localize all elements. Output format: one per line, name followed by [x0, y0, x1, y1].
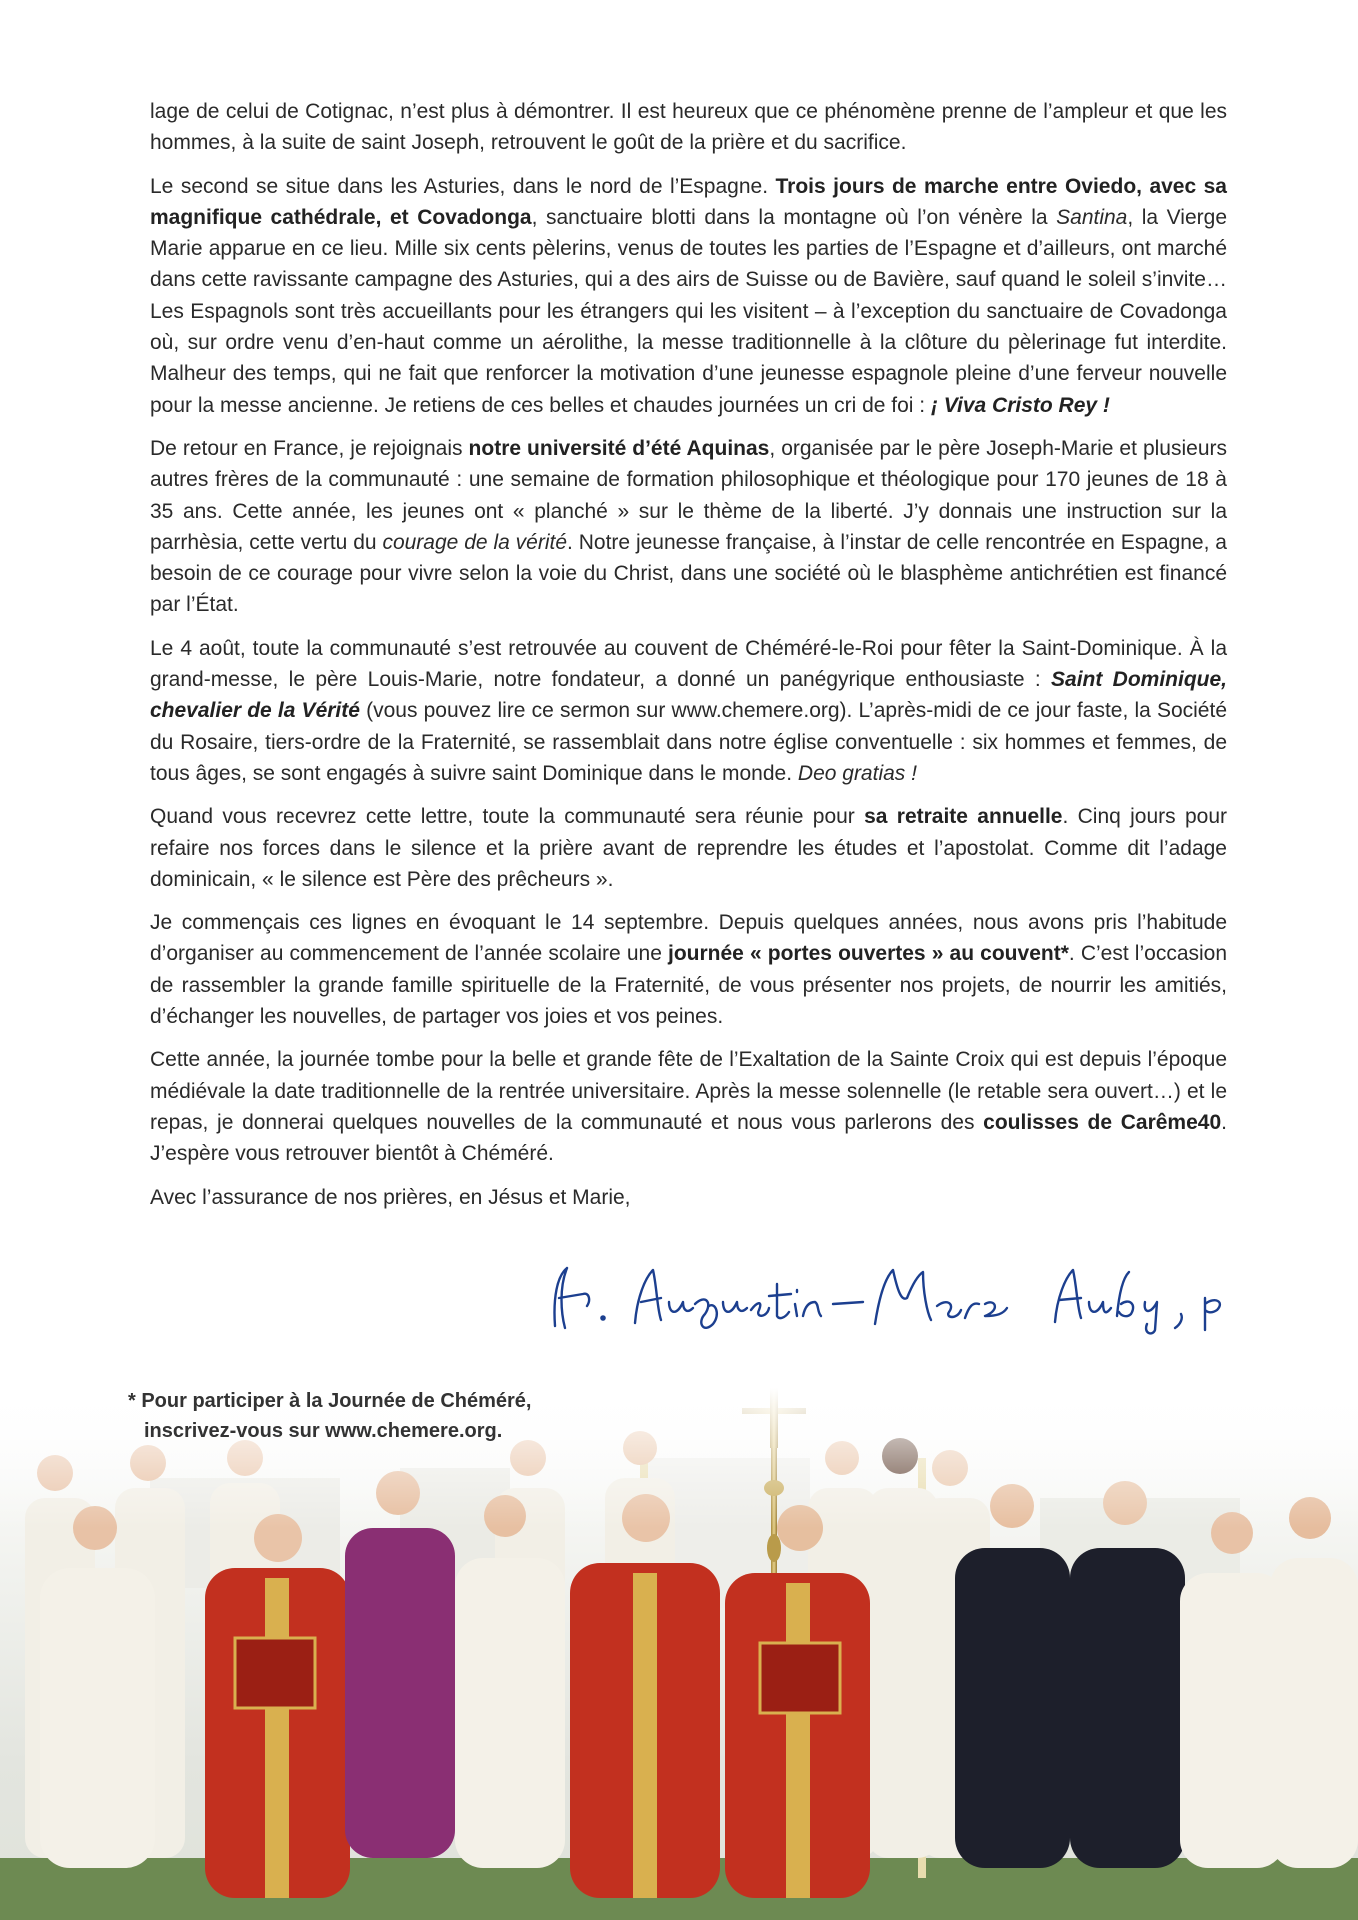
closing-line: Avec l’assurance de nos prières, en Jésus et Marie,: [150, 1185, 631, 1209]
emphasis-text: journée « portes ouvertes » au couvent*: [668, 942, 1069, 966]
text-segment: Quand vous recevrez cette lettre, toute la communauté sera réunie pour: [150, 805, 865, 829]
paragraph: [150, 96, 1227, 159]
emphasis-text: Deo gratias !: [797, 761, 917, 785]
paragraph: [150, 633, 1227, 789]
text-segment: De retour en France, je rejoignais: [150, 436, 469, 460]
footnote-line-1: * Pour participer à la Journée de Chéméré,: [128, 1390, 532, 1412]
text-segment: (vous pouvez lire ce sermon sur www.chemere.org). L’après-midi de ce jour faste, la Société du Rosaire, tiers-ordre de la Fraternité, se rassemblait dans notre église conventuelle : six hommes et femmes, de tous âges, se sont engagés à suivre saint Dominique dans le monde.: [150, 699, 1227, 785]
paragraph: [150, 1044, 1227, 1169]
handwritten-signature: [545, 1258, 1245, 1338]
text-segment: lage de celui de Cotignac, n’est plus à démontrer. Il est heureux que ce phénomène prenne de l’ampleur et que les hommes, à la suite de saint Joseph, retrouvent le goût de la prière et du sacrifice.: [150, 100, 1227, 155]
emphasis-text: notre université d’été Aquinas: [468, 436, 770, 460]
footnote: [128, 1386, 588, 1446]
letter-body: [150, 96, 1227, 1225]
text-segment: . Notre jeunesse française, à l’instar de celle rencontrée en Espagne, a besoin de ce courage pour vivre selon la voie du Christ, dans une société où le blasphème antichrétien est financé par l’État.: [150, 530, 1227, 617]
community-group-photo: [0, 1388, 1358, 1920]
text-segment: Le second se situe dans les Asturies, dans le nord de l’Espagne.: [150, 174, 776, 198]
text-segment: , sanctuaire blotti dans la montagne où l’on vénère la: [531, 205, 1057, 229]
footnote-line-2: inscrivez-vous sur www.chemere.org.: [144, 1420, 503, 1442]
emphasis-text: Saint Dominique, chevalier de la Vérité: [150, 668, 1227, 723]
text-segment: , la Vierge Marie apparue en ce lieu. Mille six cents pèlerins, venus de toutes les parties de l’Espagne et d’ailleurs, ont marché dans cette ravissante campagne des Asturies, qui a des airs de Suisse ou de Bavière, sauf quand le soleil s’invite… Les Espagnols sont très accueillants pour les étrangers qui les visitent – à l’exception du sanctuaire de Covadonga où, sur ordre venu d’en-haut comme un aérolithe, la messe traditionnelle à la clôture du pèlerinage fut interdite. Malheur des temps, qui ne fait que renforcer la motivation d’une jeunesse espagnole pleine d’une ferveur nouvelle pour la messe ancienne. Je retiens de ces belles et chaudes journées un cri de foi :: [150, 205, 1227, 417]
emphasis-text: courage de la vérité: [382, 530, 568, 554]
text-segment: Le 4 août, toute la communauté s’est retrouvée au couvent de Chéméré-le-Roi pour fêter la Saint-Dominique. À la grand-messe, le père Louis-Marie, notre fondateur, a donné un panégyrique enthousiaste :: [150, 636, 1227, 692]
text-segment: . Cinq jours pour refaire nos forces dans le silence et la prière avant de reprendre les études et l’apostolat. Comme dit l’adage dominicain, « le silence est Père des prêcheurs ».: [150, 805, 1227, 891]
emphasis-text: Trois jours de marche entre Oviedo, avec sa magnifique cathédrale, et Covadonga: [150, 174, 1227, 229]
text-segment: . J’espère vous retrouver bientôt à Chéméré.: [150, 1110, 1227, 1166]
emphasis-text: sa retraite annuelle: [864, 805, 1063, 829]
text-segment: . C’est l’occasion de rassembler la grande famille spirituelle de la Fraternité, de vous présenter nos projets, de nourrir les amitiés, d’échanger les nouvelles, de partager vos joies et vos peines.: [150, 942, 1228, 1029]
paragraph: [150, 801, 1227, 895]
letter-paragraphs: [150, 96, 1227, 1170]
text-segment: Cette année, la journée tombe pour la belle et grande fête de l’Exaltation de la Sainte Croix qui est depuis l’époque médiévale la date traditionnelle de la rentrée universitaire. Après la messe solennelle (le retable sera ouvert…) et le repas, je donnerai quelques nouvelles de la communauté et nous vous parlerons des: [150, 1048, 1227, 1134]
paragraph: [150, 171, 1227, 421]
text-segment: Je commençais ces lignes en évoquant le 14 septembre. Depuis quelques années, nous avons pris l’habitude d’organiser au commencement de l’année scolaire une: [150, 911, 1227, 966]
emphasis-text: ¡ Viva Cristo Rey !: [930, 393, 1110, 417]
paragraph: [150, 907, 1227, 1032]
emphasis-text: coulisses de Carême40: [983, 1110, 1222, 1134]
paragraph: [150, 433, 1227, 621]
text-segment: , organisée par le père Joseph-Marie et plusieurs autres frères de la communauté : une semaine de formation philosophique et théologique pour 170 jeunes de 18 à 35 ans. Cette année, les jeunes ont « planché » sur le thème de la liberté. J’y donnais une instruction sur la parrhèsia, cette vertu du: [150, 436, 1227, 554]
emphasis-text: Santina: [1056, 205, 1128, 229]
